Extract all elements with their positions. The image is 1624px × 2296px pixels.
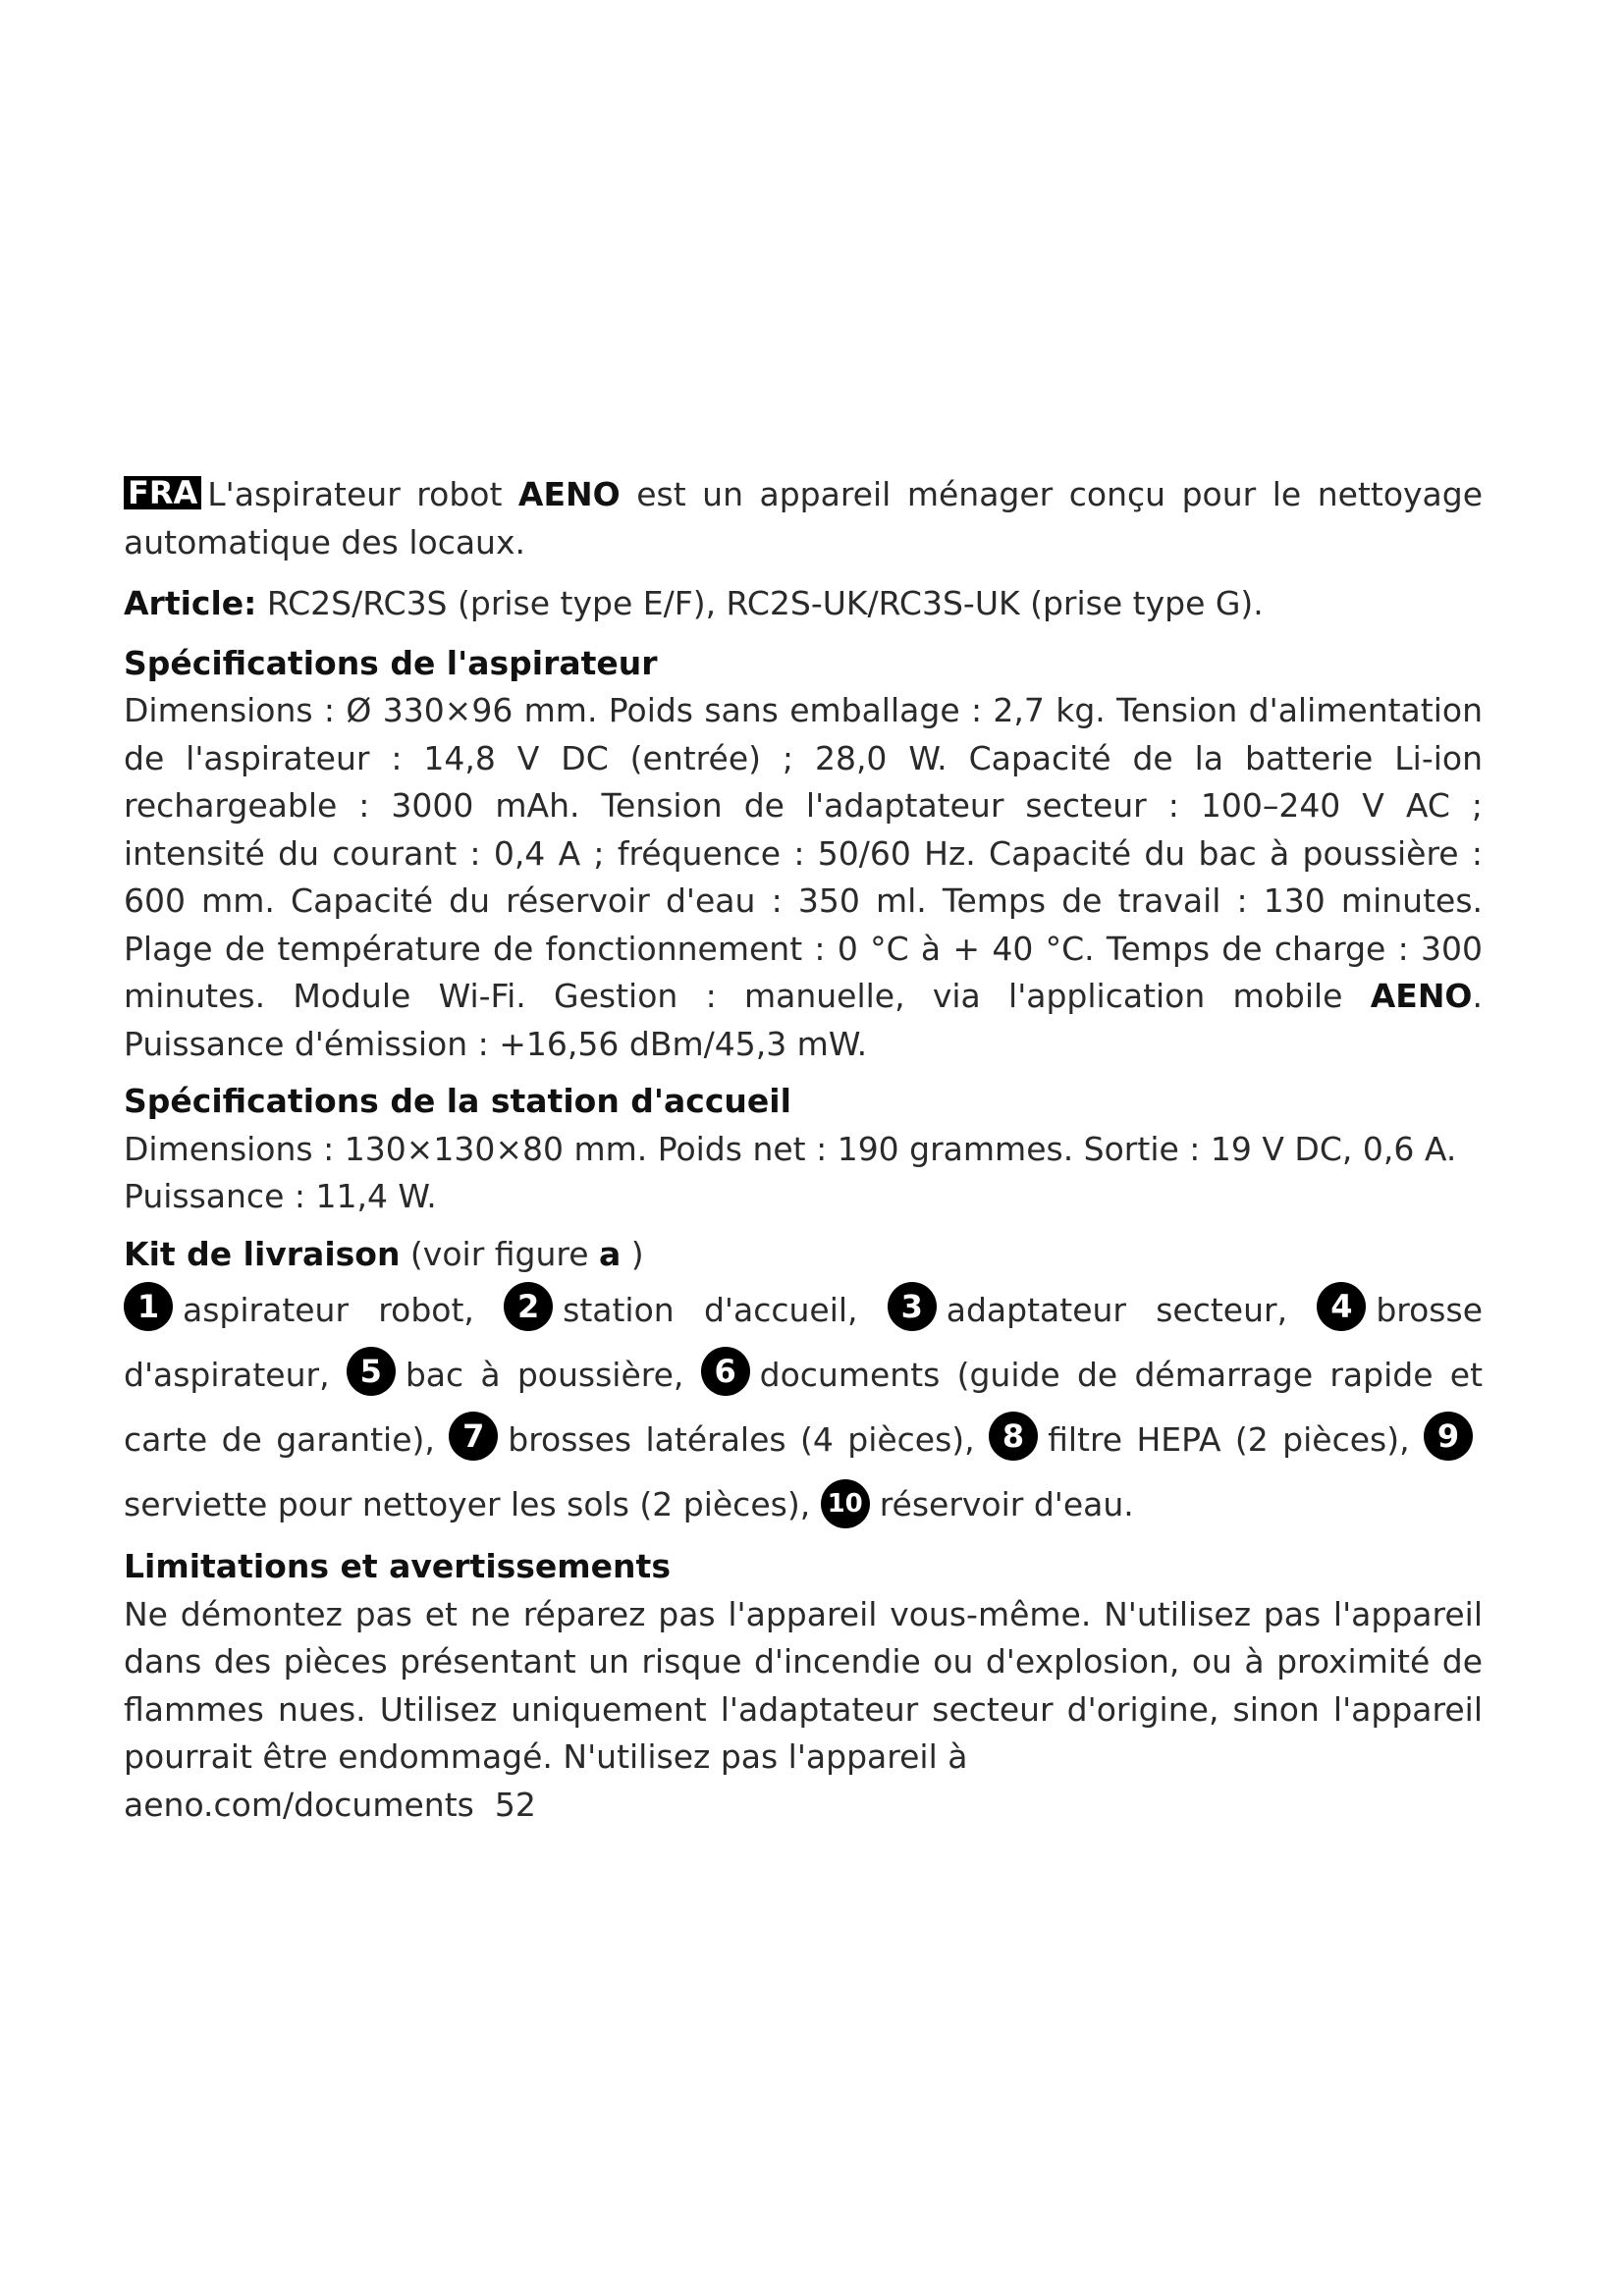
kit-heading-line: [124, 1231, 1483, 1279]
manual-page: [124, 471, 1483, 1829]
intro-text-start: L'aspirateur robot: [207, 475, 518, 513]
station-specs-heading: Spécifications de la station d'accueil: [124, 1082, 791, 1120]
vacuum-specs-heading: Spécifications de l'aspirateur: [124, 643, 658, 682]
intro-brand: AENO: [517, 475, 621, 513]
item-number-badge: 4: [1317, 1282, 1366, 1331]
intro-paragraph: [124, 471, 1483, 566]
intro-text-end: est un appareil ménager conçu pour le nettoyage automatique des locaux.: [124, 475, 1484, 561]
kit-item-text: bac à poussière,: [405, 1356, 701, 1394]
language-badge: FRA: [124, 476, 201, 509]
limitations-heading: Limitations et avertissements: [124, 1547, 671, 1585]
page-number: 52: [494, 1785, 536, 1824]
kit-item-text: adaptateur secteur,: [946, 1291, 1318, 1329]
kit-item-text: documents (guide de démarrage rapide et carte de garantie),: [124, 1356, 1484, 1459]
page-footer: [124, 1782, 1483, 1830]
item-number-badge: 9: [1424, 1412, 1473, 1461]
kit-item-text: réservoir d'eau.: [879, 1485, 1134, 1523]
station-specs-text: Dimensions : 130×130×80 mm. Poids net : 190 grammes. Sortie : 19 V DC, 0,6 A. Puissance : 11,4 W.: [124, 1129, 1457, 1215]
item-number-badge: 1: [124, 1282, 173, 1331]
kit-figure-ref-letter: a: [599, 1234, 622, 1273]
kit-item-text: serviette pour nettoyer les sols (2 pièces),: [124, 1485, 821, 1523]
article-models: RC2S/RC3S (prise type E/F), RC2S-UK/RC3S-UK (prise type G).: [256, 584, 1264, 622]
kit-item-text: station d'accueil,: [563, 1291, 888, 1329]
kit-section: [124, 1231, 1483, 1538]
kit-item-text: brosses latérales (4 pièces),: [508, 1420, 990, 1459]
station-specs-section: [124, 1078, 1483, 1221]
item-number-badge: 5: [347, 1347, 396, 1396]
kit-heading: Kit de livraison: [124, 1234, 401, 1273]
kit-figure-ref-post: ): [621, 1234, 644, 1273]
vacuum-specs-section: [124, 640, 1483, 1069]
article-label: Article:: [124, 584, 257, 622]
vacuum-specs-tail: . Puissance d'émission : +16,56 dBm/45,3 mW.: [124, 977, 1483, 1063]
vacuum-specs-body: Dimensions : Ø 330×96 mm. Poids sans emballage : 2,7 kg. Tension d'alimentation de l'aspirateur : 14,8 V DC (entrée) ; 28,0 W. Capacité de la batterie Li-ion rechargeable : 3000 mAh. Tension de l'adaptateur secteur : 100–240 V AC ; intensité du courant : 0,4 A ; fréquence : 50/60 Hz. Capacité du bac à poussière : 600 mm. Capacité du réservoir d'eau : 350 ml. Temps de travail : 130 minutes. Plage de température de fonctionnement : 0 °C à + 40 °C. Temps de charge : 300 minutes. Module Wi-Fi. Gestion : manuelle, via l'application mobile: [124, 691, 1483, 1015]
item-number-badge: 3: [888, 1282, 937, 1331]
kit-item-text: filtre HEPA (2 pièces),: [1048, 1420, 1424, 1459]
item-number-badge: 10: [821, 1479, 870, 1528]
footer-url: aeno.com/documents: [124, 1785, 474, 1824]
item-number-badge: 7: [449, 1412, 498, 1461]
vacuum-specs-brand: AENO: [1370, 977, 1473, 1015]
kit-figure-ref-pre: (voir figure: [400, 1234, 600, 1273]
article-line: [124, 580, 1483, 628]
kit-item-text: brosse d'aspirateur,: [124, 1291, 1483, 1394]
limitations-text: Ne démontez pas et ne réparez pas l'appareil vous-même. N'utilisez pas l'appareil dans des pièces présentant un risque d'incendie ou d'explosion, ou à proximité de flammes nues. Utilisez uniquement l'adaptateur secteur d'origine, sinon l'appareil pourrait être endommagé. N'utilisez pas l'appareil à: [124, 1594, 1483, 1776]
vacuum-specs-text: [124, 687, 1483, 1068]
kit-item-text: aspirateur robot,: [183, 1291, 505, 1329]
item-number-badge: 6: [701, 1347, 750, 1396]
item-number-badge: 2: [504, 1282, 553, 1331]
kit-items: [124, 1278, 1483, 1537]
item-number-badge: 8: [989, 1412, 1038, 1461]
limitations-section: [124, 1543, 1483, 1829]
